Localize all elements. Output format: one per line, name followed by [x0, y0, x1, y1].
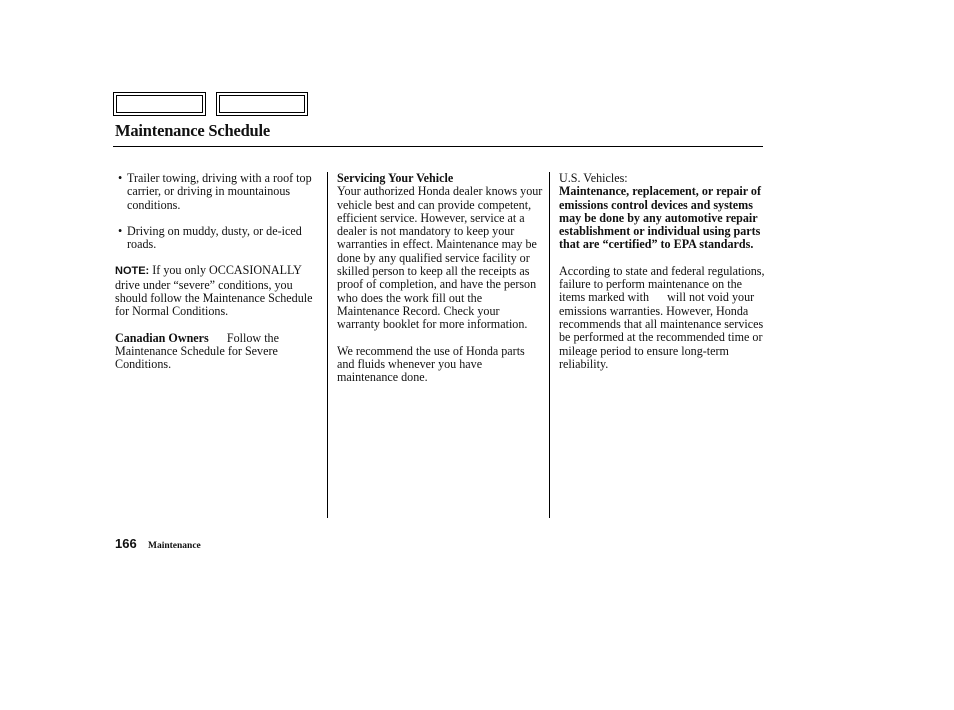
column-right — [559, 171, 768, 371]
nav-button-main-menu[interactable] — [113, 92, 206, 116]
bullet-text: Trailer towing, driving with a roof top carrier, or driving in mountainous conditions. — [127, 171, 312, 212]
bullet-text: Driving on muddy, dusty, or de-iced roads. — [127, 223, 302, 252]
note-paragraph — [115, 264, 325, 318]
note-label: NOTE: — [115, 265, 150, 278]
us-vehicles-label: U.S. Vehicles: — [559, 171, 628, 185]
canadian-owners-text: Follow the Maintenance Schedule for Severe Conditions. — [115, 330, 282, 372]
regulations-paragraph: According to state and federal regulations, failure to perform maintenance on the items marked with will not void your emissions warranties. However, Honda recommends that all maintenance services be performed at the recommended time or mileage period to ensure long-term reliability. — [559, 263, 768, 371]
bullet-item-muddy-roads — [115, 225, 325, 252]
emissions-paragraph: Maintenance, replacement, or repair of emissions control devices and systems may be done by any automotive repair establishment or individual using parts that are “certified” to EPA standards. — [559, 184, 761, 252]
servicing-paragraph: Your authorized Honda dealer knows your vehicle best and can provide competent, efficient service. However, service at a dealer is not mandatory to keep your warranties in effect. Maintenance may be done by any qualified service facility or skilled person to keep all the receipts as proof of completion, and have the person who does the work fill out the Maintenance Record. Check your warranty booklet for more information. — [337, 184, 543, 332]
honda-parts-paragraph: We recommend the use of Honda parts and fluids whenever you have maintenance done. — [337, 343, 525, 385]
column-middle — [337, 172, 545, 384]
page-title: Maintenance Schedule — [115, 121, 271, 140]
column-left — [115, 172, 325, 372]
page-number: 166 — [115, 536, 137, 551]
column-divider — [549, 172, 550, 518]
bullet-icon: • — [118, 171, 123, 185]
column-divider — [327, 172, 328, 518]
footer-section-label: Maintenance — [148, 541, 201, 551]
bullet-icon: • — [118, 223, 123, 238]
title-divider — [113, 146, 763, 147]
canadian-owners-paragraph — [115, 332, 325, 372]
section-heading: Servicing Your Vehicle — [337, 171, 454, 185]
canadian-owners-label: Canadian Owners — [115, 330, 209, 345]
note-text: If you only OCCASIONALLY drive under “severe” conditions, you should follow the Maintenance Schedule for Normal Conditions. — [115, 263, 313, 319]
bullet-item-trailer-towing — [115, 172, 325, 212]
nav-button-index[interactable] — [216, 92, 308, 116]
